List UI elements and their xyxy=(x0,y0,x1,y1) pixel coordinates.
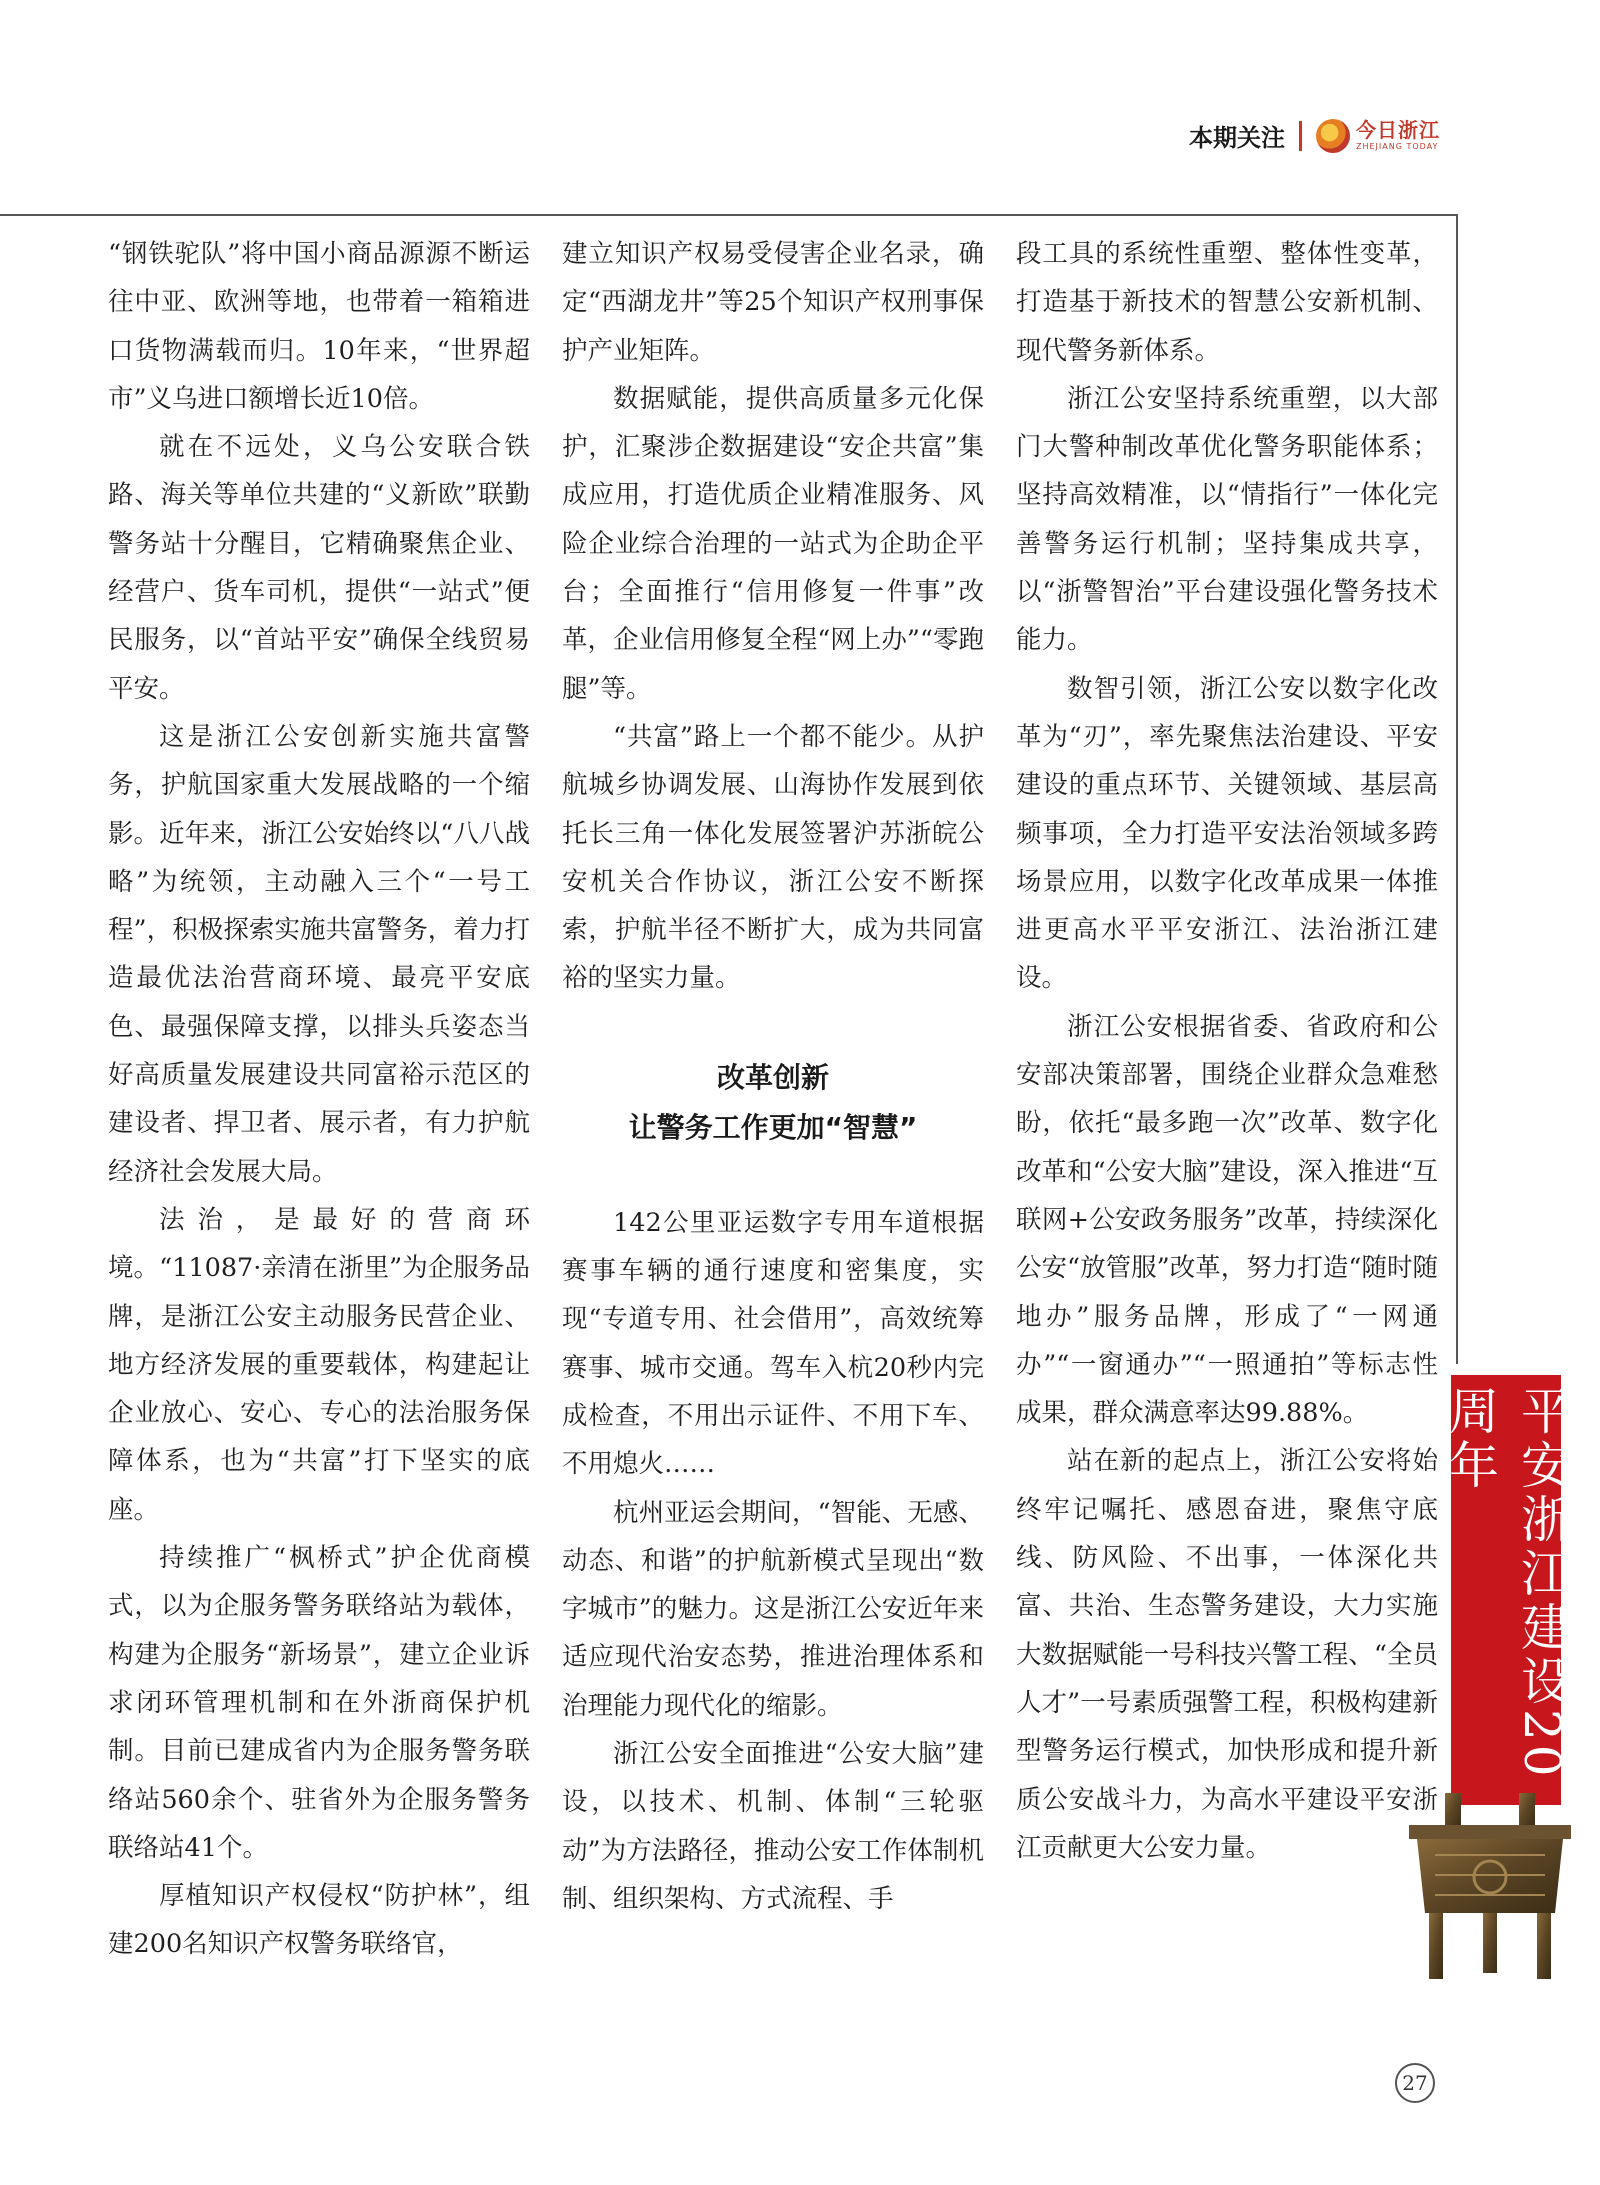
paragraph: 站在新的起点上，浙江公安将始终牢记嘱托、感恩奋进，聚焦守底线、防风险、不出事，一体深化共富、共治、生态警务建设，大力实施大数据赋能一号科技兴警工程、“全员人才”一号素质强警工程，积极构建新型警务运行模式，加快形成和提升新质公安战斗力，为高水平建设平安浙江贡献更大公安力量。 xyxy=(1016,1446,1438,1863)
paragraph: 持续推广“枫桥式”护企优商模式，以为企服务警务联络站为载体，构建为企服务“新场景”，建立企业诉求闭环管理机制和在外浙商保护机制。目前已建成省内为企服务警务联络站560余个、驻省外为企服务警务联络站41个。 xyxy=(108,1543,530,1863)
paragraph: 数据赋能，提供高质量多元化保护，汇聚涉企数据建设“安企共富”集成应用，打造优质企业精准服务、风险企业综合治理的一站式为企助企平台；全面推行“信用修复一件事”改革，企业信用修复全程“网上办”“零跑腿”等。 xyxy=(562,383,984,704)
text-column-3 xyxy=(1016,230,1438,1872)
paragraph: 142公里亚运数字专用车道根据赛事车辆的通行速度和密集度，实现“专道专用、社会借用”，高效统筹赛事、城市交通。驾车入杭20秒内完成检查，不用出示证件、不用下车、不用熄火…… xyxy=(562,1207,984,1480)
anniversary-banner-text: 平安浙江建设20周年 xyxy=(1441,1385,1571,1781)
section-heading-line-2: 让警务工作更加“智慧” xyxy=(628,1110,918,1144)
side-rule xyxy=(1456,214,1458,1364)
header-divider xyxy=(1299,121,1302,151)
section-label: 本期关注 xyxy=(1189,124,1285,152)
paragraph: 浙江公安全面推进“公安大脑”建设，以技术、机制、体制“三轮驱动”为方法路径，推动公安工作体制机制、组织架构、方式流程、手 xyxy=(562,1739,984,1914)
paragraph: “共富”路上一个都不能少。从护航城乡协调发展、山海协作发展到依托长三角一体化发展签署沪苏浙皖公安机关合作协议，浙江公安不断探索，护航半径不断扩大，成为共同富裕的坚实力量。 xyxy=(562,721,984,994)
paragraph: 段工具的系统性重塑、整体性变革，打造基于新技术的智慧公安新机制、现代警务新体系。 xyxy=(1016,239,1438,366)
text-column-1 xyxy=(108,230,530,1969)
paragraph: 浙江公安根据省委、省政府和公安部决策部署，围绕企业群众急难愁盼，依托“最多跑一次”改革、数字化改革和“公安大脑”建设，深入推进“互联网+公安政务服务”改革，持续深化公安“放管服”改革，努力打造“随时随地办”服务品牌，形成了“一网通办”“一窗通办”“一照通拍”等标志性成果，群众满意率达99.88%。 xyxy=(1016,1011,1438,1429)
text-column-2 xyxy=(562,230,984,1923)
page-number: 27 xyxy=(1395,2063,1435,2103)
paragraph: 厚植知识产权侵权“防护林”，组建200名知识产权警务联络官， xyxy=(108,1881,530,1960)
section-heading-line-1: 改革创新 xyxy=(716,1060,829,1094)
logo-english-text: ZHEJIANG TODAY xyxy=(1356,142,1439,151)
paragraph: 杭州亚运会期间，“智能、无感、动态、和谐”的护航新模式呈现出“数字城市”的魅力。这是浙江公安近年来适应现代治安态势，推进治理体系和治理能力现代化的缩影。 xyxy=(562,1497,984,1721)
section-heading xyxy=(562,1053,984,1153)
page-header xyxy=(1189,118,1440,153)
top-rule xyxy=(0,214,1458,216)
paragraph: 就在不远处，义乌公安联合铁路、海关等单位共建的“义新欧”联勤警务站十分醒目，它精确聚焦企业、经营户、货车司机，提供“一站式”便民服务，以“首站平安”确保全线贸易平安。 xyxy=(108,432,530,704)
anniversary-banner xyxy=(1441,1375,1571,1805)
magazine-logo xyxy=(1316,119,1440,153)
logo-chinese-text: 今日浙江 xyxy=(1356,118,1440,142)
bronze-ding-icon xyxy=(1395,1785,1585,1985)
paragraph: “钢铁驼队”将中国小商品源源不断运往中亚、欧洲等地，也带着一箱箱进口货物满载而归。10年来，“世界超市”义乌进口额增长近10倍。 xyxy=(108,239,530,414)
logo-icon xyxy=(1316,119,1350,153)
paragraph: 建立知识产权易受侵害企业名录，确定“西湖龙井”等25个知识产权刑事保护产业矩阵。 xyxy=(562,239,984,366)
paragraph: 浙江公安坚持系统重塑，以大部门大警种制改革优化警务职能体系；坚持高效精准，以“情指行”一体化完善警务运行机制；坚持集成共享，以“浙警智治”平台建设强化警务技术能力。 xyxy=(1016,383,1438,656)
paragraph: 法治，是最好的营商环境。“11087·亲清在浙里”为企服务品牌，是浙江公安主动服务民营企业、地方经济发展的重要载体，构建起让企业放心、安心、专心的法治服务保障体系，也为“共富”打下坚实的底座。 xyxy=(108,1204,530,1525)
paragraph: 这是浙江公安创新实施共富警务，护航国家重大发展战略的一个缩影。近年来，浙江公安始终以“八八战略”为统领，主动融入三个“一号工程”，积极探索实施共富警务，着力打造最优法治营商环境、最亮平安底色、最强保障支撑，以排头兵姿态当好高质量发展建设共同富裕示范区的建设者、捍卫者、展示者，有力护航经济社会发展大局。 xyxy=(108,721,530,1187)
paragraph: 数智引领，浙江公安以数字化改革为“刃”，率先聚焦法治建设、平安建设的重点环节、关键领域、基层高频事项，全力打造平安法治领域多跨场景应用，以数字化改革成果一体推进更高水平平安浙江、法治浙江建设。 xyxy=(1016,673,1438,994)
